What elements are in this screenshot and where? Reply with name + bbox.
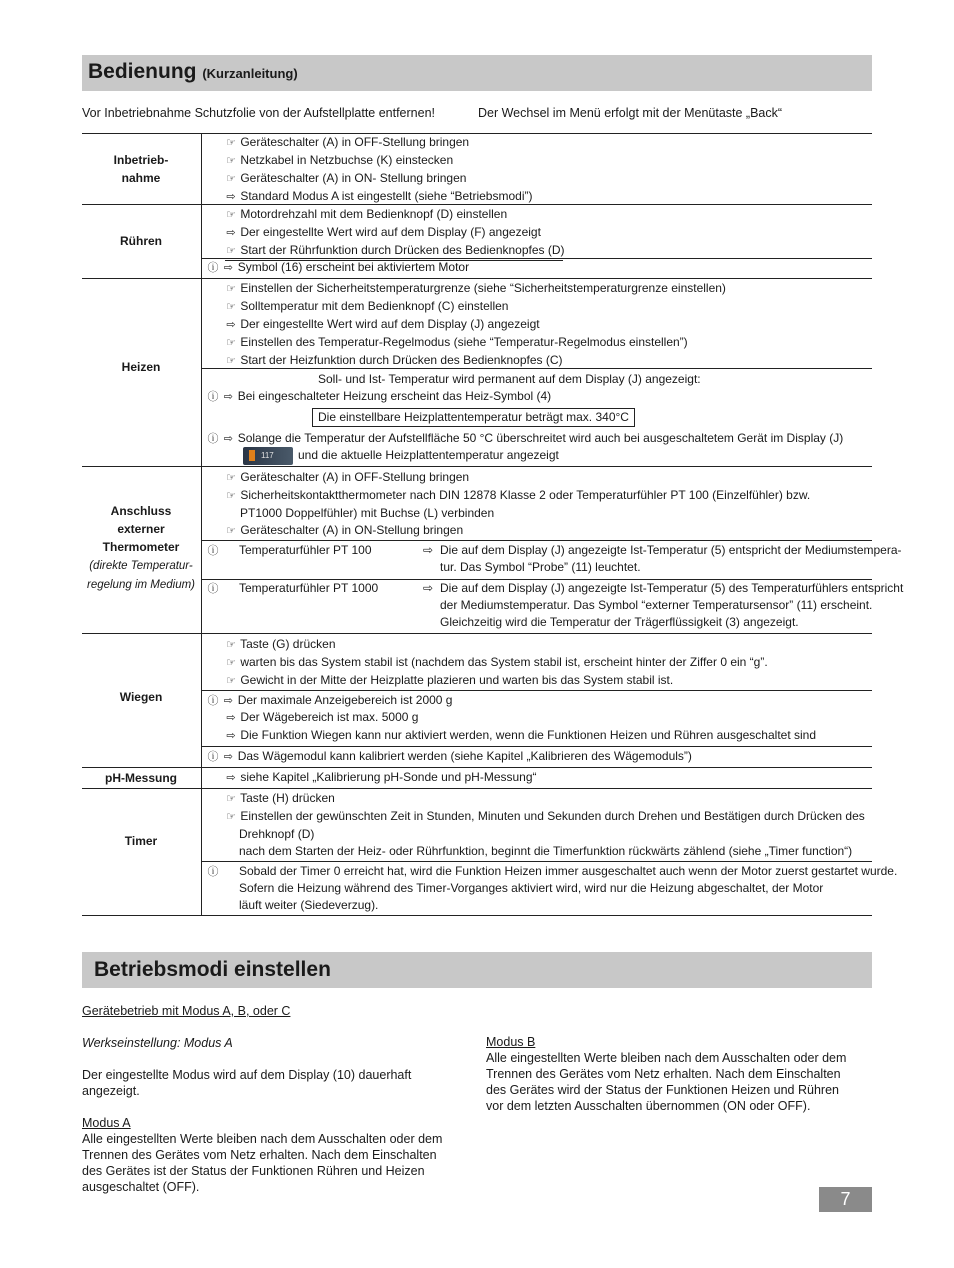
info-line	[207, 580, 219, 598]
info-icon: ⓘ	[207, 545, 219, 557]
hand-icon: ☞	[226, 137, 236, 149]
label-line: nahme	[121, 171, 161, 185]
step-text: Start der Rührfunktion durch Drücken des Bedienknopfes (D)	[240, 243, 565, 257]
label-line: Thermometer	[102, 540, 180, 554]
step-text: Sicherheitskontaktthermometer nach DIN 12878 Klasse 2 oder Temperaturfühler PT 100 (Einzelfühler) bzw.	[240, 488, 811, 502]
step-list	[225, 206, 563, 261]
subtitle-text: (Kurzanleitung)	[202, 66, 298, 81]
hand-icon: ☞	[226, 793, 236, 805]
arrow-icon: ⇨	[226, 319, 236, 331]
step-text: Geräteschalter (A) in OFF-Stellung bringen	[240, 470, 470, 484]
info-icon: ⓘ	[207, 262, 219, 274]
result-text: Der eingestellte Wert wird auf dem Display (F) angezeigt	[240, 225, 541, 239]
arrow-icon: ⇨	[423, 581, 434, 595]
info-list	[225, 709, 816, 745]
row-label-wiegen: Wiegen	[119, 690, 163, 704]
table-rule	[201, 861, 872, 862]
info-line	[207, 259, 469, 277]
section-title: Betriebsmodi einstellen	[94, 958, 331, 981]
para-line: des Gerätes wird der Status der Funktionen Heizen und Rühren	[486, 1083, 839, 1097]
hand-icon: ☞	[226, 283, 236, 295]
step-text: Gewicht in der Mitte der Heizplatte plazieren und warten bis das System stabil ist.	[240, 673, 674, 687]
page-number: 7	[819, 1187, 872, 1212]
para-line: angezeigt.	[82, 1084, 140, 1098]
info-text: Symbol (16) erscheint bei aktiviertem Motor	[237, 260, 470, 274]
hand-icon: ☞	[226, 525, 236, 537]
sensor-desc-line: Die auf dem Display (J) angezeigte Ist-Temperatur (5) entspricht der Mediumstempera-	[440, 543, 902, 557]
info-icon: ⓘ	[207, 866, 219, 878]
para-line: Alle eingestellten Werte bleiben nach dem Ausschalten oder dem	[486, 1051, 847, 1065]
label-line: Anschluss	[110, 504, 172, 518]
info-block	[239, 863, 897, 914]
table-rule	[82, 915, 872, 916]
info-text: Bei eingeschalteter Heizung erscheint das Heiz-Symbol (4)	[237, 389, 552, 403]
step-text: Geräteschalter (A) in ON- Stellung bringen	[240, 171, 467, 185]
info-text: Das Wägemodul kann kalibriert werden (siehe Kapitel „Kalibrieren des Wägemoduls”)	[237, 749, 692, 763]
step-text: Einstellen der gewünschten Zeit in Stunden, Minuten und Sekunden durch Drehen und Bestätigen durch Drücken des	[240, 809, 865, 823]
info-text: läuft weiter (Siedeverzug).	[239, 898, 379, 912]
section-header-betriebsmodi	[82, 952, 872, 988]
arrow-icon: ⇨	[223, 751, 233, 763]
info-line	[225, 769, 537, 787]
step-text: Taste (H) drücken	[240, 791, 335, 805]
info-icon: ⓘ	[207, 695, 219, 707]
arrow-icon: ⇨	[223, 262, 233, 274]
info-line	[207, 692, 452, 710]
table-column-rule	[201, 133, 202, 915]
info-text: Sobald der Timer 0 erreicht hat, wird die Funktion Heizen immer ausgeschaltet auch wenn der Motor zuerst gestartet wurde.	[239, 864, 898, 878]
sensor-desc	[440, 542, 902, 576]
info-text: siehe Kapitel „Kalibrierung pH-Sonde und pH-Messung“	[240, 770, 537, 784]
para-line: Alle eingestellten Werte bleiben nach dem Ausschalten oder dem	[82, 1132, 443, 1146]
para-line: des Gerätes ist der Status der Funktionen Rühren und Heizen	[82, 1164, 425, 1178]
row-label-ruehren: Rühren	[120, 234, 162, 248]
step-list	[225, 469, 810, 540]
mode-a-block	[82, 1115, 442, 1195]
hand-icon: ☞	[226, 245, 236, 257]
arrow-icon: ⇨	[226, 772, 236, 784]
info-text: Sofern die Heizung während des Timer-Vorganges aktiviert wird, wird nur die Heizung abgeschaltet, der Motor	[239, 881, 824, 895]
row-label-ph: pH-Messung	[105, 771, 177, 785]
step-text: nach dem Starten der Heiz- oder Rührfunktion, beginnt die Timerfunktion rückwärts zählend (siehe „Timer function“)	[239, 844, 853, 858]
hand-icon: ☞	[226, 675, 236, 687]
intro-right: Der Wechsel im Menü erfolgt mit der Menütaste „Back“	[478, 106, 783, 120]
display-image	[243, 447, 293, 465]
info-icon: ⓘ	[207, 751, 219, 763]
step-text: Geräteschalter (A) in ON-Stellung bringen	[240, 523, 464, 537]
arrow-icon: ⇨	[226, 712, 236, 724]
info-text: Solange die Temperatur der Aufstellfläche 50 °C überschreitet wird auch bei ausgeschaltetem Gerät im Display (J)	[237, 431, 844, 445]
info-icon: ⓘ	[207, 433, 219, 445]
para-line: Der eingestellte Modus wird auf dem Display (10) dauerhaft	[82, 1068, 412, 1082]
row-label-inbetriebnahme	[82, 151, 200, 187]
hand-icon: ☞	[226, 301, 236, 313]
row-label-anschluss	[82, 502, 200, 594]
hand-icon: ☞	[226, 155, 236, 167]
max-temp-box: Die einstellbare Heizplattentemperatur beträgt max. 340°C	[312, 408, 635, 427]
sensor-desc-line: Gleichzeitig wird die Temperatur der Trägerflüssigkeit (3) angezeigt.	[440, 615, 799, 629]
sensor-desc-line: der Mediumstemperatur. Das Symbol “externer Temperatursensor” (11) erscheint.	[440, 598, 873, 612]
step-list	[225, 134, 533, 206]
info-text: Soll- und Ist- Temperatur wird permanent auf dem Display (J) angezeigt:	[318, 372, 701, 386]
hand-icon: ☞	[226, 173, 236, 185]
label-note: (direkte Temperatur-	[89, 560, 193, 572]
para-line: ausgeschaltet (OFF).	[82, 1180, 200, 1194]
step-text: PT1000 Doppelfühler) mit Buchse (L) verbinden	[240, 506, 495, 520]
info-text: Der Wägebereich ist max. 5000 g	[240, 710, 419, 724]
arrow-icon: ⇨	[223, 695, 233, 707]
arrow-icon: ⇨	[226, 191, 236, 203]
hand-icon: ☞	[226, 472, 236, 484]
table-rule	[201, 540, 872, 541]
label-line: externer	[117, 522, 165, 536]
hand-icon: ☞	[226, 657, 236, 669]
step-text: Einstellen der Sicherheitstemperaturgrenze (siehe “Sicherheitstemperaturgrenze einstellen)	[240, 281, 726, 295]
step-text: Motordrehzahl mit dem Bedienknopf (D) einstellen	[240, 207, 508, 221]
step-list	[225, 790, 865, 860]
step-list	[225, 280, 726, 370]
step-text: Netzkabel in Netzbuchse (K) einstecken	[240, 153, 454, 167]
modes-heading: Gerätebetrieb mit Modus A, B, oder C	[82, 1004, 291, 1018]
mode-b-title: Modus B	[486, 1035, 536, 1049]
step-text: Start der Heizfunktion durch Drücken des Bedienknopfes (C)	[240, 353, 563, 367]
info-text: Die Funktion Wiegen kann nur aktiviert werden, wenn die Funktionen Heizen und Rühren ausgeschaltet sind	[240, 728, 817, 742]
info-line	[207, 542, 219, 560]
step-text: Geräteschalter (A) in OFF-Stellung bringen	[240, 135, 470, 149]
result-text: Der eingestellte Wert wird auf dem Display (J) angezeigt	[240, 317, 540, 331]
info-text: Der maximale Anzeigebereich ist 2000 g	[237, 693, 453, 707]
info-line	[207, 388, 551, 406]
sensor-desc-line: Die auf dem Display (J) angezeigte Ist-Temperatur (5) des Temperaturfühlers entspricht	[440, 581, 904, 595]
info-icon: ⓘ	[207, 583, 219, 595]
hand-icon: ☞	[226, 639, 236, 651]
info-icon: ⓘ	[207, 391, 219, 403]
step-text: Einstellen des Temperatur-Regelmodus (siehe “Temperatur-Regelmodus einstellen”)	[240, 335, 688, 349]
step-text: Taste (G) drücken	[240, 637, 336, 651]
row-label-heizen: Heizen	[121, 360, 161, 374]
display-note	[82, 1067, 411, 1099]
arrow-icon: ⇨	[226, 227, 236, 239]
info-line	[207, 748, 692, 766]
mode-b-block	[486, 1034, 846, 1114]
step-text: Drehknopf (D)	[239, 827, 315, 841]
hand-icon: ☞	[226, 490, 236, 502]
intro-left: Vor Inbetriebnahme Schutzfolie von der Aufstellplatte entfernen!	[82, 106, 436, 120]
section-header-bedienung	[82, 55, 872, 91]
hand-icon: ☞	[226, 811, 236, 823]
sensor-desc	[440, 580, 903, 631]
label-note: regelung im Medium)	[86, 579, 195, 591]
sensor-name: Temperaturfühler PT 1000	[239, 581, 379, 595]
table-rule	[201, 690, 872, 691]
para-line: Trennen des Gerätes vom Netz erhalten. Nach dem Einschalten	[486, 1067, 841, 1081]
heat-bar-icon	[249, 450, 255, 461]
factory-setting: Werkseinstellung: Modus A	[82, 1036, 233, 1050]
arrow-icon: ⇨	[223, 433, 233, 445]
para-line: Trennen des Gerätes vom Netz erhalten. Nach dem Einschalten	[82, 1148, 437, 1162]
row-label-timer: Timer	[124, 834, 158, 848]
mode-a-title: Modus A	[82, 1116, 131, 1130]
result-text: Standard Modus A ist eingestellt (siehe “Betriebsmodi”)	[240, 189, 533, 203]
step-text: Solltemperatur mit dem Bedienknopf (C) einstellen	[240, 299, 509, 313]
title-text: Bedienung	[88, 60, 197, 83]
label-line: Inbetrieb-	[113, 153, 169, 167]
para-line: vor dem letzten Ausschalten übernommen (ON oder OFF).	[486, 1099, 811, 1113]
hand-icon: ☞	[226, 355, 236, 367]
info-line	[207, 430, 843, 448]
step-list	[225, 636, 768, 690]
sensor-name: Temperaturfühler PT 100	[239, 543, 372, 557]
table-rule	[201, 746, 872, 747]
arrow-icon: ⇨	[223, 391, 233, 403]
display-readout: 117	[261, 451, 274, 460]
hand-icon: ☞	[226, 209, 236, 221]
arrow-icon: ⇨	[226, 730, 236, 742]
section-title	[88, 60, 298, 84]
sensor-desc-line: tur. Das Symbol “Probe” (11) leuchtet.	[440, 560, 641, 574]
arrow-icon: ⇨	[423, 543, 434, 557]
step-text: warten bis das System stabil ist (nachdem das System stabil ist, erscheint hinter der Ziffer 0 ein “g”.	[240, 655, 768, 669]
info-line	[207, 863, 219, 881]
hand-icon: ☞	[226, 337, 236, 349]
info-text: und die aktuelle Heizplattentemperatur angezeigt	[298, 448, 559, 462]
